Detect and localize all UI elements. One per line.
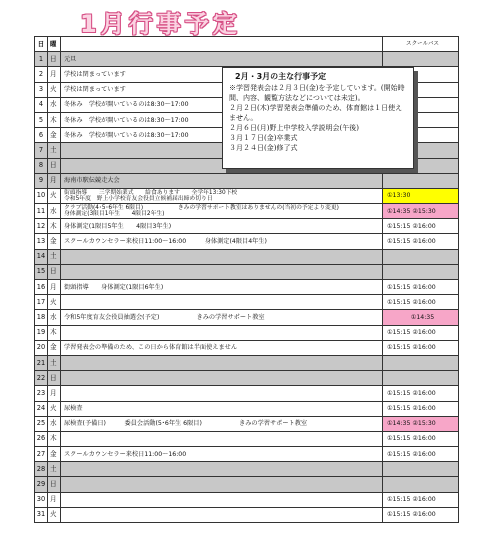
- bus-times: ①13:30: [383, 188, 459, 203]
- event-line: 街頭指導 三学期始業式 給食あります 全学年13:30下校: [64, 189, 238, 196]
- notice-line: ３月２４日(金)修了式: [229, 144, 298, 152]
- bus-times: ①15:15 ②16:00: [383, 431, 459, 446]
- table-row: [35, 234, 459, 249]
- notice-line: ２月６日(月)野上中学校入学説明会(午後): [229, 124, 359, 132]
- day-number: 3: [35, 82, 48, 97]
- notice-title: 2月・3月の主な行事予定: [235, 72, 327, 81]
- event-cell: 冬休み 学校が開いているのは8:30～17:00: [61, 112, 383, 127]
- day-number: 28: [35, 462, 48, 477]
- event-cell: 元旦: [61, 52, 383, 67]
- event-cell: [61, 295, 383, 310]
- event-cell: スクールカウンセラー来校日11:00～16:00 身体測定(4限目4年生): [61, 234, 383, 249]
- bus-times: ①15:15 ②16:00: [383, 447, 459, 462]
- table-row: [35, 477, 459, 492]
- page-title: 1月行事予定: [80, 10, 241, 38]
- header-day: 日: [35, 37, 48, 52]
- weekday: 金: [48, 447, 61, 462]
- day-number: 10: [35, 188, 48, 203]
- event-cell: [61, 462, 383, 477]
- weekday: 日: [48, 158, 61, 173]
- notice-line: ※学習発表会は２月３日(金)を予定しています。(開始時間、内容、観覧方法などについては未定)。: [229, 84, 405, 102]
- event-cell: [61, 188, 383, 203]
- table-row: [35, 401, 459, 416]
- weekday: 木: [48, 431, 61, 446]
- weekday: 水: [48, 204, 61, 219]
- bus-times: [383, 173, 459, 188]
- day-number: 1: [35, 52, 48, 67]
- day-number: 21: [35, 355, 48, 370]
- event-cell: [61, 325, 383, 340]
- table-row: [35, 173, 459, 188]
- weekday: 火: [48, 507, 61, 522]
- day-number: 8: [35, 158, 48, 173]
- weekday: 月: [48, 386, 61, 401]
- event-cell: [61, 492, 383, 507]
- weekday: 火: [48, 295, 61, 310]
- event-cell: 冬休み 学校が開いているのは8:30～17:00: [61, 97, 383, 112]
- event-cell: [61, 477, 383, 492]
- day-number: 2: [35, 67, 48, 82]
- weekday: 火: [48, 188, 61, 203]
- bus-times: ①15:15 ②16:00: [383, 234, 459, 249]
- weekday: 月: [48, 280, 61, 295]
- day-number: 29: [35, 477, 48, 492]
- weekday: 月: [48, 67, 61, 82]
- day-number: 27: [35, 447, 48, 462]
- bus-times: ①14:35 ②15:30: [383, 416, 459, 431]
- event-cell: 尿検査(予備日) 委員会活動(5･6年生 6限目) きみの学習サポート教室: [61, 416, 383, 431]
- event-cell: 海南市駅伝競走大会: [61, 173, 383, 188]
- table-row: [35, 340, 459, 355]
- bus-times: ①15:15 ②16:00: [383, 340, 459, 355]
- table-row: [35, 295, 459, 310]
- bus-times: ①14:35: [383, 310, 459, 325]
- weekday: 火: [48, 82, 61, 97]
- day-number: 13: [35, 234, 48, 249]
- table-row: [35, 355, 459, 370]
- bus-times: [383, 462, 459, 477]
- day-number: 11: [35, 204, 48, 219]
- header-events: [61, 37, 383, 52]
- weekday: 水: [48, 416, 61, 431]
- day-number: 5: [35, 112, 48, 127]
- weekday: 日: [48, 371, 61, 386]
- day-number: 9: [35, 173, 48, 188]
- event-cell: 学校は閉まっています: [61, 82, 383, 97]
- weekday: 金: [48, 340, 61, 355]
- event-cell: [61, 386, 383, 401]
- weekday: 土: [48, 355, 61, 370]
- weekday: 木: [48, 325, 61, 340]
- day-number: 7: [35, 143, 48, 158]
- event-cell: [61, 431, 383, 446]
- weekday: 金: [48, 234, 61, 249]
- event-cell: スクールカウンセラー来校日11:00～16:00: [61, 447, 383, 462]
- day-number: 26: [35, 431, 48, 446]
- weekday: 土: [48, 249, 61, 264]
- bus-times: [383, 52, 459, 67]
- bus-times: [383, 264, 459, 279]
- table-row: [35, 310, 459, 325]
- day-number: 14: [35, 249, 48, 264]
- day-number: 19: [35, 325, 48, 340]
- bus-times: [383, 371, 459, 386]
- table-row: [35, 507, 459, 522]
- table-row: [35, 462, 459, 477]
- event-line: クラブ活動(4･5･6年生 6限目) きみの学習サポート教室はありませんの(当初の予定より変更): [64, 204, 339, 211]
- table-row: [35, 52, 459, 67]
- table-row: [35, 204, 459, 219]
- event-cell: [61, 249, 383, 264]
- header-school-bus: スクールバス: [383, 37, 459, 52]
- bus-times: ①15:15 ②16:00: [383, 295, 459, 310]
- weekday: 日: [48, 477, 61, 492]
- bus-times: ①15:15 ②16:00: [383, 386, 459, 401]
- upcoming-events-notice: [222, 67, 414, 169]
- table-row: [35, 280, 459, 295]
- table-row: [35, 188, 459, 203]
- event-cell: 尿検査: [61, 401, 383, 416]
- weekday: 月: [48, 173, 61, 188]
- bus-times: ①15:15 ②16:00: [383, 325, 459, 340]
- header-weekday: 曜: [48, 37, 61, 52]
- bus-times: ①15:15 ②16:00: [383, 219, 459, 234]
- day-number: 20: [35, 340, 48, 355]
- day-number: 30: [35, 492, 48, 507]
- event-cell: [61, 355, 383, 370]
- day-number: 16: [35, 280, 48, 295]
- event-cell: 冬休み 学校が開いているのは8:30～17:00: [61, 128, 383, 143]
- bus-times: ①14:35 ②15:30: [383, 204, 459, 219]
- event-cell: 学習発表会の準備のため、この日から体育館は半面使えません: [61, 340, 383, 355]
- day-number: 12: [35, 219, 48, 234]
- table-header-row: [35, 37, 459, 52]
- weekday: 日: [48, 52, 61, 67]
- bus-times: ①15:15 ②16:00: [383, 507, 459, 522]
- weekday: 木: [48, 219, 61, 234]
- day-number: 6: [35, 128, 48, 143]
- weekday: 木: [48, 112, 61, 127]
- table-row: [35, 249, 459, 264]
- event-cell: [61, 204, 383, 219]
- day-number: 22: [35, 371, 48, 386]
- table-row: [35, 416, 459, 431]
- bus-times: [383, 355, 459, 370]
- bus-times: ①15:15 ②16:00: [383, 401, 459, 416]
- weekday: 土: [48, 462, 61, 477]
- event-line: 身体測定(3限目1年生 4限目2年生): [64, 211, 165, 218]
- day-number: 4: [35, 97, 48, 112]
- event-cell: [61, 507, 383, 522]
- day-number: 23: [35, 386, 48, 401]
- bus-times: [383, 249, 459, 264]
- weekday: 月: [48, 492, 61, 507]
- notice-line: ２月２日(木)学習発表会準備のため、体育館は１日使えません。: [229, 104, 403, 122]
- table-row: [35, 447, 459, 462]
- event-line: 令和5年度 野上小学校育友会役員立候補届出締め切り日: [64, 195, 213, 202]
- weekday: 日: [48, 264, 61, 279]
- bus-times: ①15:15 ②16:00: [383, 492, 459, 507]
- weekday: 水: [48, 97, 61, 112]
- day-number: 25: [35, 416, 48, 431]
- day-number: 24: [35, 401, 48, 416]
- table-row: [35, 264, 459, 279]
- table-row: [35, 219, 459, 234]
- bus-times: [383, 477, 459, 492]
- event-cell: 身体測定(1限目5年生 4限目3年生): [61, 219, 383, 234]
- day-number: 15: [35, 264, 48, 279]
- notice-line: ３月１７日(金)卒業式: [229, 134, 298, 142]
- table-row: [35, 325, 459, 340]
- event-cell: [61, 371, 383, 386]
- event-cell: [61, 264, 383, 279]
- day-number: 18: [35, 310, 48, 325]
- weekday: 水: [48, 310, 61, 325]
- weekday: 金: [48, 128, 61, 143]
- event-cell: 令和5年度育友会役員抽選会(予定) きみの学習サポート教室: [61, 310, 383, 325]
- table-row: [35, 431, 459, 446]
- table-row: [35, 386, 459, 401]
- table-row: [35, 371, 459, 386]
- weekday: 火: [48, 401, 61, 416]
- day-number: 31: [35, 507, 48, 522]
- table-row: [35, 492, 459, 507]
- event-cell: 街頭指導 身体測定(1限目6年生): [61, 280, 383, 295]
- bus-times: ①15:15 ②16:00: [383, 280, 459, 295]
- event-cell: 学校は閉まっています: [61, 67, 383, 82]
- day-number: 17: [35, 295, 48, 310]
- weekday: 土: [48, 143, 61, 158]
